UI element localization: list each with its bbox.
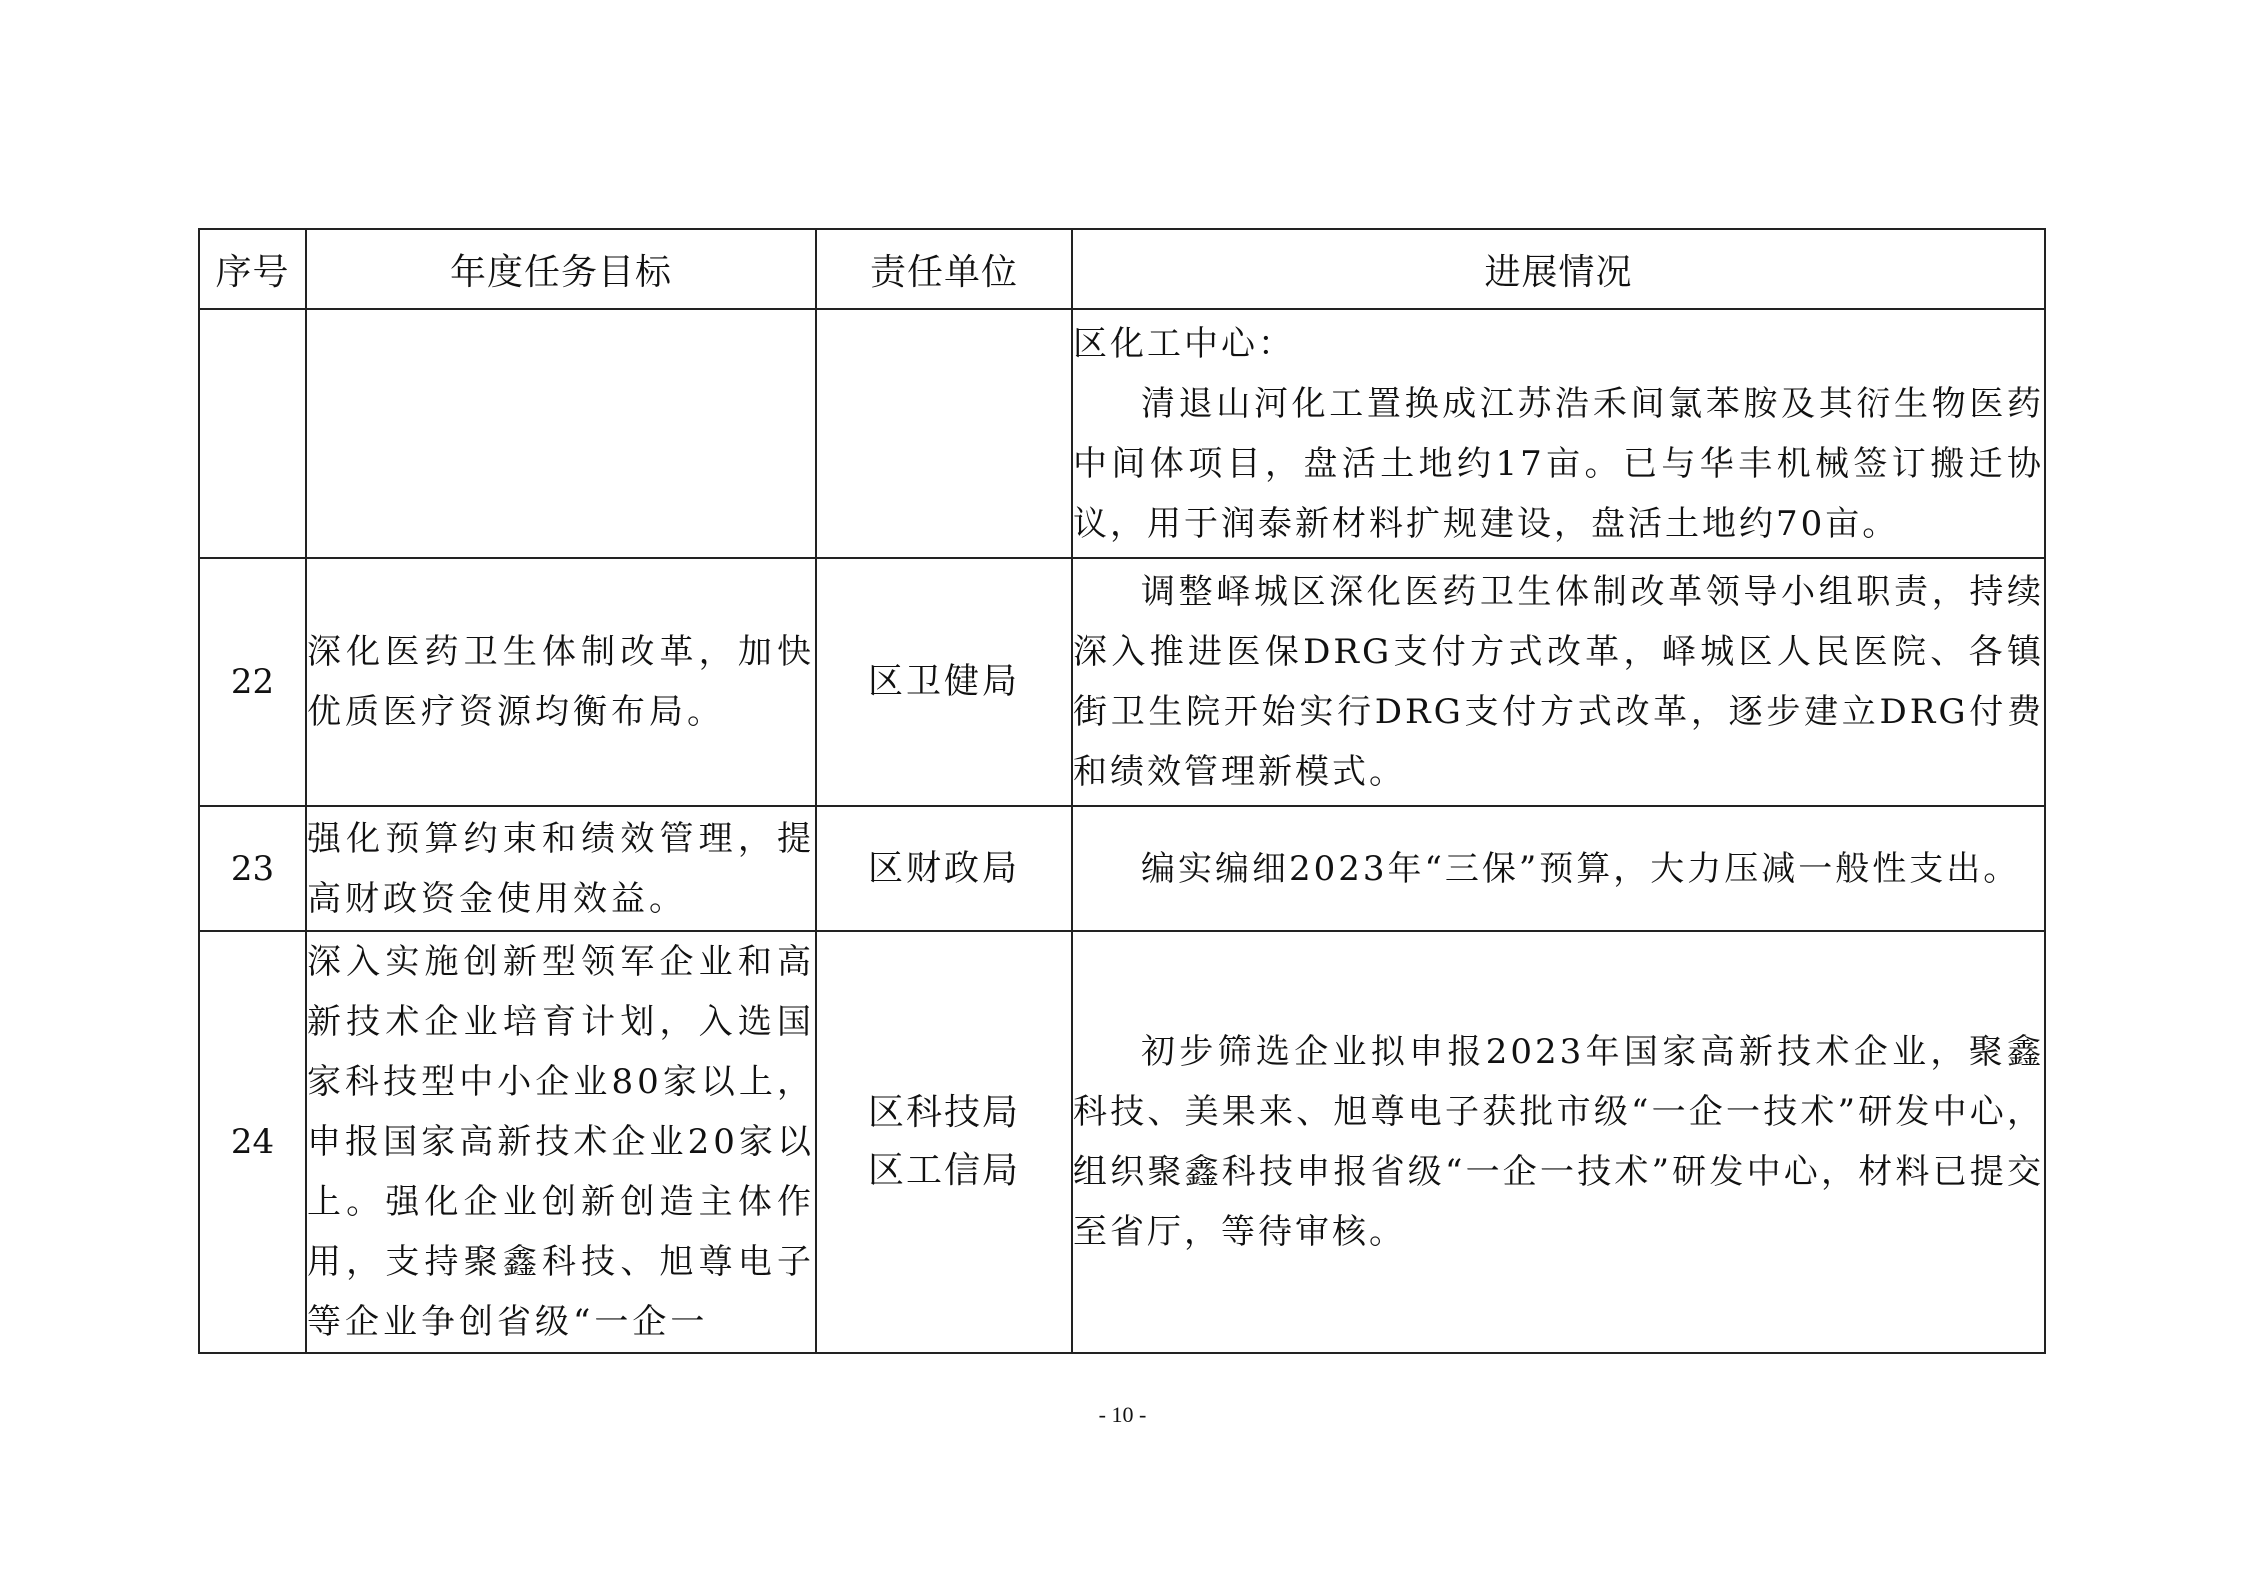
row-goal: 强化预算约束和绩效管理，提高财政资金使用效益。 xyxy=(306,806,816,931)
page-number: - 10 - xyxy=(1098,1402,1147,1427)
header-progress: 进展情况 xyxy=(1072,229,2045,309)
table-header-row xyxy=(199,229,2045,309)
unit-line: 区工信局 xyxy=(867,1150,1020,1191)
row-unit: 区卫健局 xyxy=(816,558,1072,806)
row-progress xyxy=(1072,931,2045,1353)
progress-paragraph: 初步筛选企业拟申报2023年国家高新技术企业，聚鑫科技、美果来、旭尊电子获批市级“一企一技术”研发中心，组织聚鑫科技申报省级“一企一技术”研发中心，材料已提交至省厅，等待审核。 xyxy=(1073,1032,2044,1252)
progress-paragraph: 编实编细2023年“三保”预算，大力压减一般性支出。 xyxy=(1141,848,2021,889)
row-seq: 24 xyxy=(199,931,306,1353)
row-progress xyxy=(1072,806,2045,931)
progress-table xyxy=(198,228,2046,1354)
progress-paragraph: 清退山河化工置换成江苏浩禾间氯苯胺及其衍生物医药中间体项目，盘活土地约17亩。已与华丰机械签订搬迁协议，用于润泰新材料扩规建设，盘活土地约70亩。 xyxy=(1073,383,2044,544)
row-progress xyxy=(1072,309,2045,558)
header-seq: 序号 xyxy=(199,229,306,309)
row-goal: 深入实施创新型领军企业和高新技术企业培育计划，入选国家科技型中小企业80家以上，申报国家高新技术企业20家以上。强化企业创新创造主体作用，支持聚鑫科技、旭尊电子等企业争创省级“一企一 xyxy=(306,931,816,1353)
table-row xyxy=(199,558,2045,806)
row-seq xyxy=(199,309,306,558)
row-progress xyxy=(1072,558,2045,806)
row-unit xyxy=(816,931,1072,1353)
row-seq: 22 xyxy=(199,558,306,806)
row-unit: 区财政局 xyxy=(816,806,1072,931)
table-row xyxy=(199,931,2045,1353)
row-unit xyxy=(816,309,1072,558)
unit-line: 区科技局 xyxy=(867,1092,1020,1133)
progress-heading: 区化工中心： xyxy=(1073,323,1295,364)
header-goal: 年度任务目标 xyxy=(306,229,816,309)
table-row xyxy=(199,806,2045,931)
row-seq: 23 xyxy=(199,806,306,931)
header-unit: 责任单位 xyxy=(816,229,1072,309)
table-row xyxy=(199,309,2045,558)
row-goal: 深化医药卫生体制改革，加快优质医疗资源均衡布局。 xyxy=(306,558,816,806)
progress-paragraph: 调整峄城区深化医药卫生体制改革领导小组职责，持续深入推进医保DRG支付方式改革，峄城区人民医院、各镇街卫生院开始实行DRG支付方式改革，逐步建立DRG付费和绩效管理新模式。 xyxy=(1073,572,2044,792)
row-goal xyxy=(306,309,816,558)
